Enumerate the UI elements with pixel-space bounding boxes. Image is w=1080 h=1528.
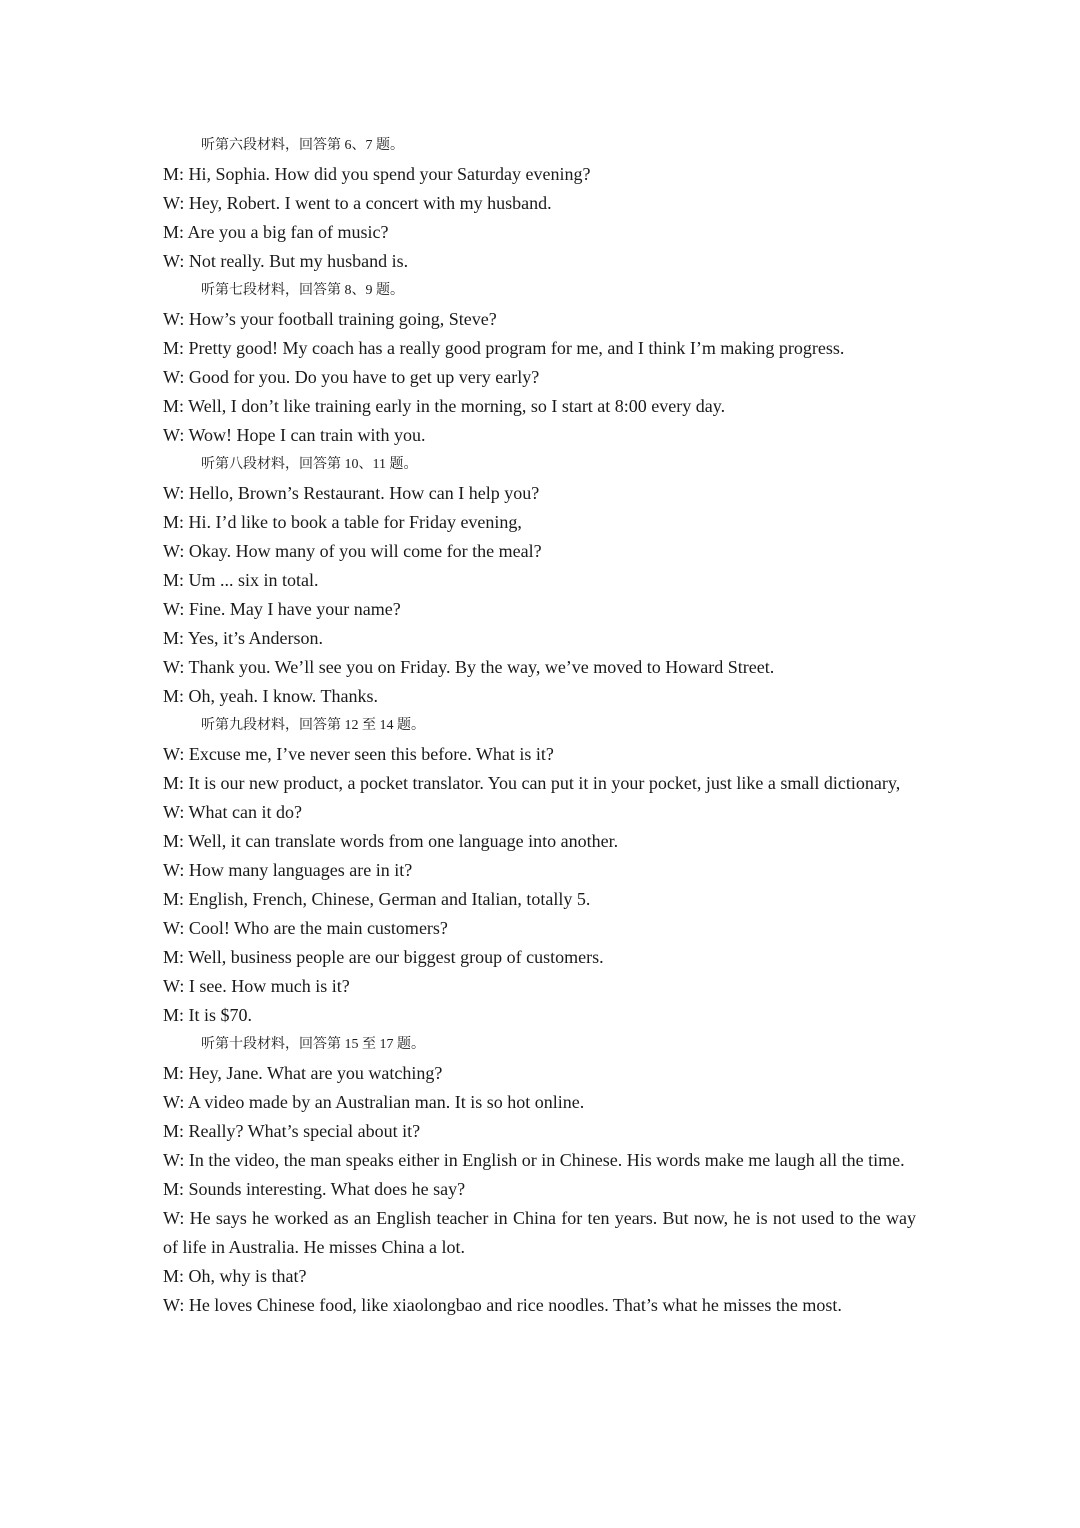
dialogue-line: W: A video made by an Australian man. It is so hot online. [163, 1092, 585, 1112]
dialogue-line: W: He loves Chinese food, like xiaolongbao and rice noodles. That’s what he misses the most. [163, 1295, 842, 1315]
dialogue-line: M: Oh, why is that? [163, 1266, 307, 1286]
dialogue-line: M: Sounds interesting. What does he say? [163, 1179, 466, 1199]
dialogue-line: W: Hey, Robert. I went to a concert with my husband. [163, 193, 552, 213]
dialogue-line: M: Yes, it’s Anderson. [163, 628, 324, 648]
dialogue-line: M: It is $70. [163, 1005, 253, 1025]
dialogue-line: M: Hi, Sophia. How did you spend your Saturday evening? [163, 164, 591, 184]
dialogue-line: W: Okay. How many of you will come for the meal? [163, 541, 542, 561]
dialogue-line: W: Wow! Hope I can train with you. [163, 425, 426, 445]
section-heading: 听第十段材料，回答第 15 至 17 题。 [201, 1037, 425, 1052]
dialogue-line: M: It is our new product, a pocket translator. You can put it in your pocket, just like a small dictionary, [163, 773, 901, 793]
section-heading: 听第七段材料，回答第 8、9 题。 [201, 283, 404, 298]
dialogue-line: W: He says he worked as an English teacher in China for ten years. But now, he is not used to the way of life in Australia. He misses China a lot. [163, 1208, 916, 1257]
dialogue-line: M: Hey, Jane. What are you watching? [163, 1063, 443, 1083]
dialogue-line: W: Fine. May I have your name? [163, 599, 401, 619]
section-heading: 听第六段材料，回答第 6、7 题。 [201, 138, 404, 153]
dialogue-line: M: Oh, yeah. I know. Thanks. [163, 686, 378, 706]
dialogue-line: W: How many languages are in it? [163, 860, 413, 880]
dialogue-line: M: Well, I don’t like training early in the morning, so I start at 8:00 every day. [163, 396, 726, 416]
dialogue-line: M: Well, business people are our biggest group of customers. [163, 947, 604, 967]
dialogue-line: W: Hello, Brown’s Restaurant. How can I help you? [163, 483, 540, 503]
dialogue-line: M: English, French, Chinese, German and Italian, totally 5. [163, 889, 591, 909]
dialogue-line: W: In the video, the man speaks either in English or in Chinese. His words make me laugh all the time. [163, 1150, 905, 1170]
dialogue-line: W: How’s your football training going, Steve? [163, 309, 497, 329]
dialogue-line: W: I see. How much is it? [163, 976, 350, 996]
transcript-body [163, 131, 916, 1320]
dialogue-line: M: Are you a big fan of music? [163, 222, 389, 242]
dialogue-line: W: Cool! Who are the main customers? [163, 918, 448, 938]
dialogue-line: M: Really? What’s special about it? [163, 1121, 421, 1141]
section-heading: 听第九段材料，回答第 12 至 14 题。 [201, 718, 425, 733]
dialogue-line: M: Um ... six in total. [163, 570, 319, 590]
dialogue-line: W: Thank you. We’ll see you on Friday. By the way, we’ve moved to Howard Street. [163, 657, 775, 677]
dialogue-line: W: Excuse me, I’ve never seen this before. What is it? [163, 744, 554, 764]
dialogue-line: M: Pretty good! My coach has a really good program for me, and I think I’m making progress. [163, 338, 845, 358]
dialogue-line: W: Good for you. Do you have to get up very early? [163, 367, 540, 387]
dialogue-line: W: What can it do? [163, 802, 302, 822]
dialogue-line: M: Well, it can translate words from one language into another. [163, 831, 619, 851]
dialogue-line: M: Hi. I’d like to book a table for Friday evening, [163, 512, 522, 532]
dialogue-line: W: Not really. But my husband is. [163, 251, 409, 271]
section-heading: 听第八段材料，回答第 10、11 题。 [201, 457, 418, 472]
